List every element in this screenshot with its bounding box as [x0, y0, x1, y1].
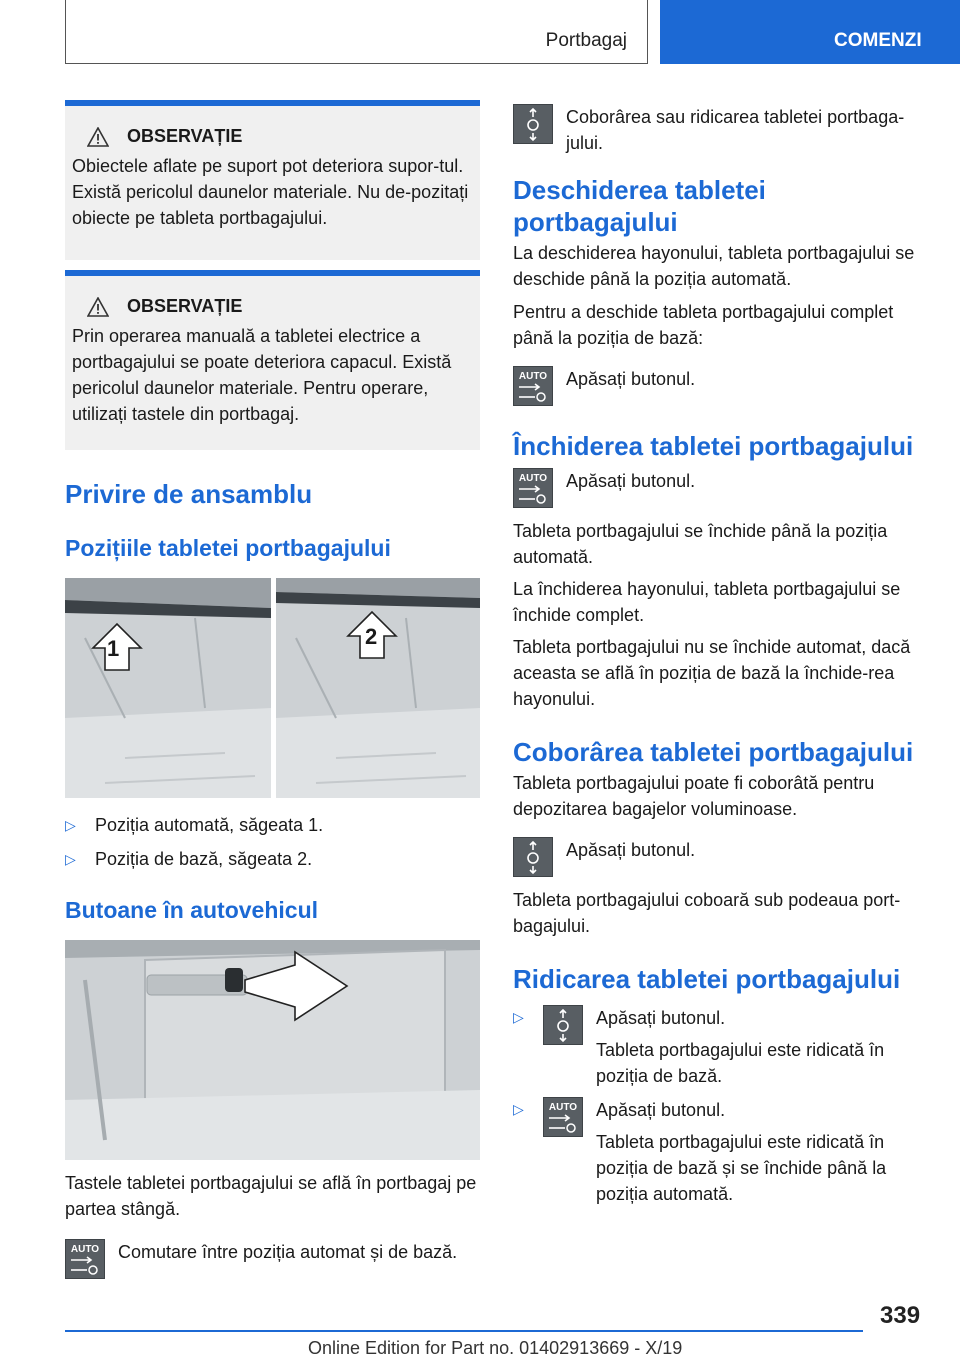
- switch-instruction: [65, 1239, 480, 1279]
- lift-button-icon[interactable]: [513, 837, 553, 877]
- positions-list: [65, 812, 480, 872]
- auto-button-icon[interactable]: [543, 1097, 583, 1137]
- svg-text:AUTO: AUTO: [70, 1244, 100, 1255]
- close-paragraph-3: Tableta portbagajului nu se închide automat, dacă aceasta se află în poziția de bază la închide‐rea hayonului.: [513, 637, 911, 709]
- page-number: 339: [880, 1302, 921, 1329]
- photo-base-position: [276, 578, 480, 798]
- right-column: [513, 100, 928, 1207]
- list-item: ▷ Poziția de bază, săgeata 2.: [65, 846, 480, 872]
- heading-open: Deschiderea tabletei portbagajului: [513, 175, 766, 237]
- note-title: OBSERVAȚIE: [127, 126, 243, 146]
- note-box-1: [65, 100, 480, 260]
- press-text: Apăsați butonul.: [596, 1008, 726, 1028]
- triangle-bullet-icon: ▷: [65, 817, 76, 833]
- close-press-instruction: [513, 468, 928, 508]
- svg-text:AUTO: AUTO: [518, 371, 548, 382]
- list-item: ▷ Poziția automată, săgeata 1.: [65, 812, 480, 838]
- svg-text:AUTO: AUTO: [548, 1102, 578, 1113]
- triangle-bullet-icon: ▷: [513, 1009, 524, 1025]
- list-item: [513, 1097, 928, 1207]
- left-column: [65, 100, 480, 1279]
- lift-button-icon[interactable]: [513, 104, 553, 144]
- press-text: Apăsați butonul.: [566, 840, 696, 860]
- result-text: Tableta portbagajului este ridicată în poziția de bază.: [596, 1040, 885, 1086]
- result-text: Tableta portbagajului este ridicată în poziția de bază și se închide până la poziția automată.: [596, 1132, 887, 1204]
- lower-paragraph-2: Tableta portbagajului coboară sub podeaua port‐bagajului.: [513, 890, 901, 936]
- auto-button-icon[interactable]: [65, 1239, 105, 1279]
- press-text: Apăsați butonul.: [566, 471, 696, 491]
- positions-photos: [65, 578, 480, 798]
- note-box-2: [65, 270, 480, 450]
- note-title: OBSERVAȚIE: [127, 296, 243, 316]
- footer-divider: [65, 1330, 863, 1332]
- arrow-label-1: 1: [107, 636, 120, 661]
- open-paragraph-1: La deschiderea hayonului, tableta portbagajului se deschide până la poziția automată.: [513, 243, 915, 289]
- svg-text:AUTO: AUTO: [518, 473, 548, 484]
- lower-press-instruction: [513, 837, 928, 877]
- heading-raise: Ridicarea tabletei portbagajului: [513, 964, 901, 994]
- lower-paragraph-1: Tableta portbagajului poate fi coborâtă pentru depozitarea bagajelor voluminoase.: [513, 773, 875, 819]
- header-section-title: Portbagaj: [545, 30, 627, 51]
- heading-buttons: Butoane în autovehicul: [65, 897, 319, 923]
- close-paragraph-2: La închiderea hayonului, tableta portbagajului se închide complet.: [513, 579, 901, 625]
- press-text: Apăsați butonul.: [566, 369, 696, 389]
- heading-lower: Coborârea tabletei portbagajului: [513, 737, 914, 767]
- arrow-label-2: 2: [365, 624, 378, 649]
- lower-raise-instruction: [513, 104, 928, 156]
- note-text: Prin operarea manuală a tabletei electrice a portbagajului se poate deteriora capacul. Există pericolul daunelor materiale. Pentru operare, utilizați tastele din portbagaj.: [72, 326, 452, 424]
- warning-triangle-icon: [87, 297, 109, 317]
- auto-button-icon[interactable]: [513, 468, 553, 508]
- heading-positions: Pozițiile tabletei portbagajului: [65, 535, 391, 561]
- buttons-description: Tastele tabletei portbagajului se află în portbagaj pe partea stângă.: [65, 1173, 477, 1219]
- press-text: Apăsați butonul.: [596, 1100, 726, 1120]
- close-paragraph-1: Tableta portbagajului se închide până la poziția automată.: [513, 521, 888, 567]
- lift-button-icon[interactable]: [543, 1005, 583, 1045]
- heading-overview: Privire de ansamblu: [65, 479, 313, 509]
- raise-list: [513, 1005, 928, 1207]
- triangle-bullet-icon: ▷: [513, 1101, 524, 1117]
- photo-automatic-position: [65, 578, 271, 798]
- list-item: [513, 1005, 928, 1089]
- heading-close: Închiderea tabletei portbagajului: [513, 431, 914, 461]
- switch-text: Comutare între poziția automat și de bază.: [118, 1242, 458, 1262]
- note-text: Obiectele aflate pe suport pot deteriora supor‐tul. Există pericolul daunelor materiale. Nu de‐pozitați obiecte pe tableta portbagajului.: [72, 156, 469, 228]
- open-paragraph-2: Pentru a deschide tableta portbagajului complet până la poziția de bază:: [513, 302, 894, 348]
- header-chapter-tab[interactable]: COMENZI: [660, 0, 960, 64]
- warning-triangle-icon: [87, 127, 109, 147]
- photo-trunk-buttons: [65, 940, 480, 1160]
- open-press-instruction: [513, 366, 928, 406]
- auto-button-icon[interactable]: [513, 366, 553, 406]
- footer-edition: Online Edition for Part no. 01402913669 - X/19: [308, 1338, 683, 1358]
- header-frame: [65, 0, 648, 64]
- lower-raise-text: Coborârea sau ridicarea tabletei portbaga‐jului.: [566, 107, 905, 153]
- triangle-bullet-icon: ▷: [65, 851, 76, 867]
